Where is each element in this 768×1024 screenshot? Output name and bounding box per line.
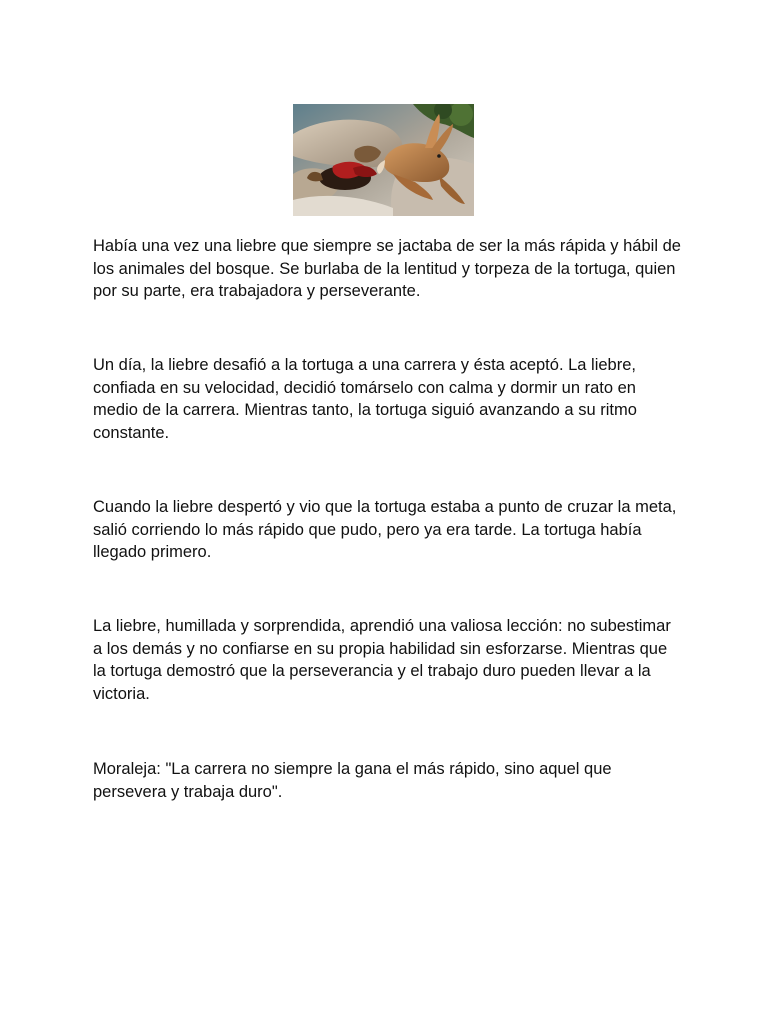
story-paragraph-1: Había una vez una liebre que siempre se jactaba de ser la más rápida y hábil de los animales del bosque. Se burlaba de la lentitud y torpeza de la tortuga, quien por su parte, era trabajadora y perseverante. bbox=[93, 237, 681, 301]
story-illustration bbox=[293, 104, 474, 216]
story-paragraph-2: Un día, la liebre desafió a la tortuga a una carrera y ésta aceptó. La liebre, confiada en su velocidad, decidió tomárselo con calma y dormir un rato en medio de la carrera. Mientras tanto, la tortuga siguió avanzando a su ritmo constante. bbox=[93, 356, 637, 443]
moral-paragraph: Moraleja: "La carrera no siempre la gana el más rápido, sino aquel que persevera y trabaja duro". bbox=[93, 760, 612, 801]
hare-and-tortoise-illustration-icon bbox=[293, 104, 474, 216]
story-paragraph-4: La liebre, humillada y sorprendida, aprendió una valiosa lección: no subestimar a los demás y no confiarse en su propia habilidad sin esforzarse. Mientras que la tortuga demostró que la perseverancia y el trabajo duro pueden llevar a la victoria. bbox=[93, 617, 671, 704]
story-paragraph-3: Cuando la liebre despertó y vio que la tortuga estaba a punto de cruzar la meta, salió corriendo lo más rápido que pudo, pero ya era tarde. La tortuga había llegado primero. bbox=[93, 498, 677, 562]
